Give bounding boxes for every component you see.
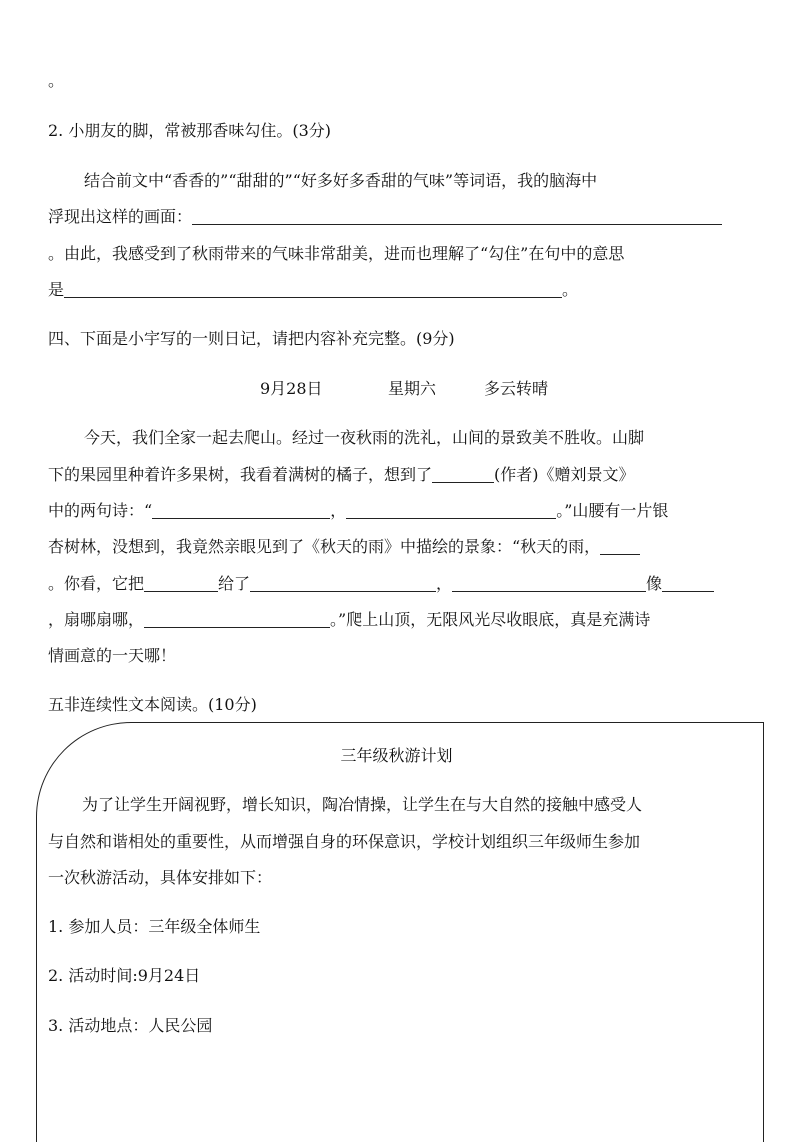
q2-line4-prefix: 是 [48,280,65,299]
diary-p1: 今天，我们全家一起去爬山。经过一夜秋雨的洗礼，山间的景致美不胜收。山脚 [84,428,645,447]
q2-line4-suffix: 。 [562,280,579,299]
diary-p3-tail: 。”山腰有一片银 [556,501,669,520]
diary-p5-gave: 给了 [218,574,251,593]
diary-p4-text: 杏树林，没想到，我竟然亲眼见到了《秋天的雨》中描绘的景象：“秋天的雨， [48,537,601,556]
section5-heading: 五非连续性文本阅读。(10分) [48,695,257,714]
diary-p5-text: 。你看，它把 [48,574,145,593]
diary-p7: 情画意的一天哪！ [48,646,177,665]
diary-p2 [48,462,635,485]
diary-p2-text: 下的果园里种着许多果树，我看着满树的橘子，想到了 [48,465,433,484]
q2-line1: 结合前文中“香香的”“甜甜的”“好多好多香甜的气味”等词语，我的脑海中 [84,171,598,190]
answer-blank-poem-line2[interactable] [346,500,556,519]
diary-date: 9月28日 [260,379,323,398]
answer-blank-object[interactable] [250,573,436,592]
section4-heading: 四、下面是小宇写的一则日记，请把内容补充完整。(9分) [48,329,455,348]
diary-p4 [48,534,640,557]
diary-p2-poem: (作者)《赠刘景文》 [494,465,635,484]
diary-weather: 多云转晴 [484,379,549,398]
diary-p3-text: 中的两句诗：“ [48,501,153,520]
top-fragment: 。 [48,71,65,90]
answer-blank-autumn-rain[interactable] [600,536,640,555]
diary-p6-tail: 。”爬上山顶，无限风光尽收眼底，真是充满诗 [330,610,651,629]
answer-blank-poem-line1[interactable] [152,500,330,519]
answer-blank-meaning[interactable] [64,279,562,298]
diary-p5-like: 像 [646,574,663,593]
diary-p6-text: ，扇哪扇哪， [48,610,145,629]
answer-blank-simile[interactable] [662,573,714,592]
answer-blank-scene[interactable] [192,206,722,225]
diary-p3 [48,498,668,521]
diary-weekday: 星期六 [388,379,437,398]
q2-line2-prefix: 浮现出这样的画面： [48,207,193,226]
answer-blank-color[interactable] [144,573,218,592]
plan-item-time: 2. 活动时间:9月24日 [48,966,201,985]
diary-p6 [48,607,650,630]
plan-title: 三年级秋游计划 [340,746,453,765]
plan-intro-line2: 与自然和谐相处的重要性，从而增强自身的环保意识，学校计划组织三年级师生参加 [48,832,641,851]
diary-p5 [48,571,714,594]
q2-line4 [48,277,578,300]
diary-p3-comma: ， [330,501,347,520]
plan-item-participants: 1. 参加人员：三年级全体师生 [48,917,261,936]
plan-intro-line1: 为了让学生开阔视野，增长知识，陶冶情操，让学生在与大自然的接触中感受人 [82,795,643,814]
answer-blank-leaves[interactable] [452,573,646,592]
q2-line2 [48,204,722,227]
plan-item-location: 3. 活动地点：人民公园 [48,1016,213,1035]
answer-blank-fan[interactable] [144,609,330,628]
q2-line3: 。由此，我感受到了秋雨带来的气味非常甜美，进而也理解了“勾住”在句中的意思 [48,244,625,263]
q2-heading: 2. 小朋友的脚，常被那香味勾住。(3分) [48,121,332,140]
answer-blank-author[interactable] [432,464,494,483]
plan-intro-line3: 一次秋游活动，具体安排如下： [48,868,273,887]
diary-p5-comma: ， [436,574,453,593]
